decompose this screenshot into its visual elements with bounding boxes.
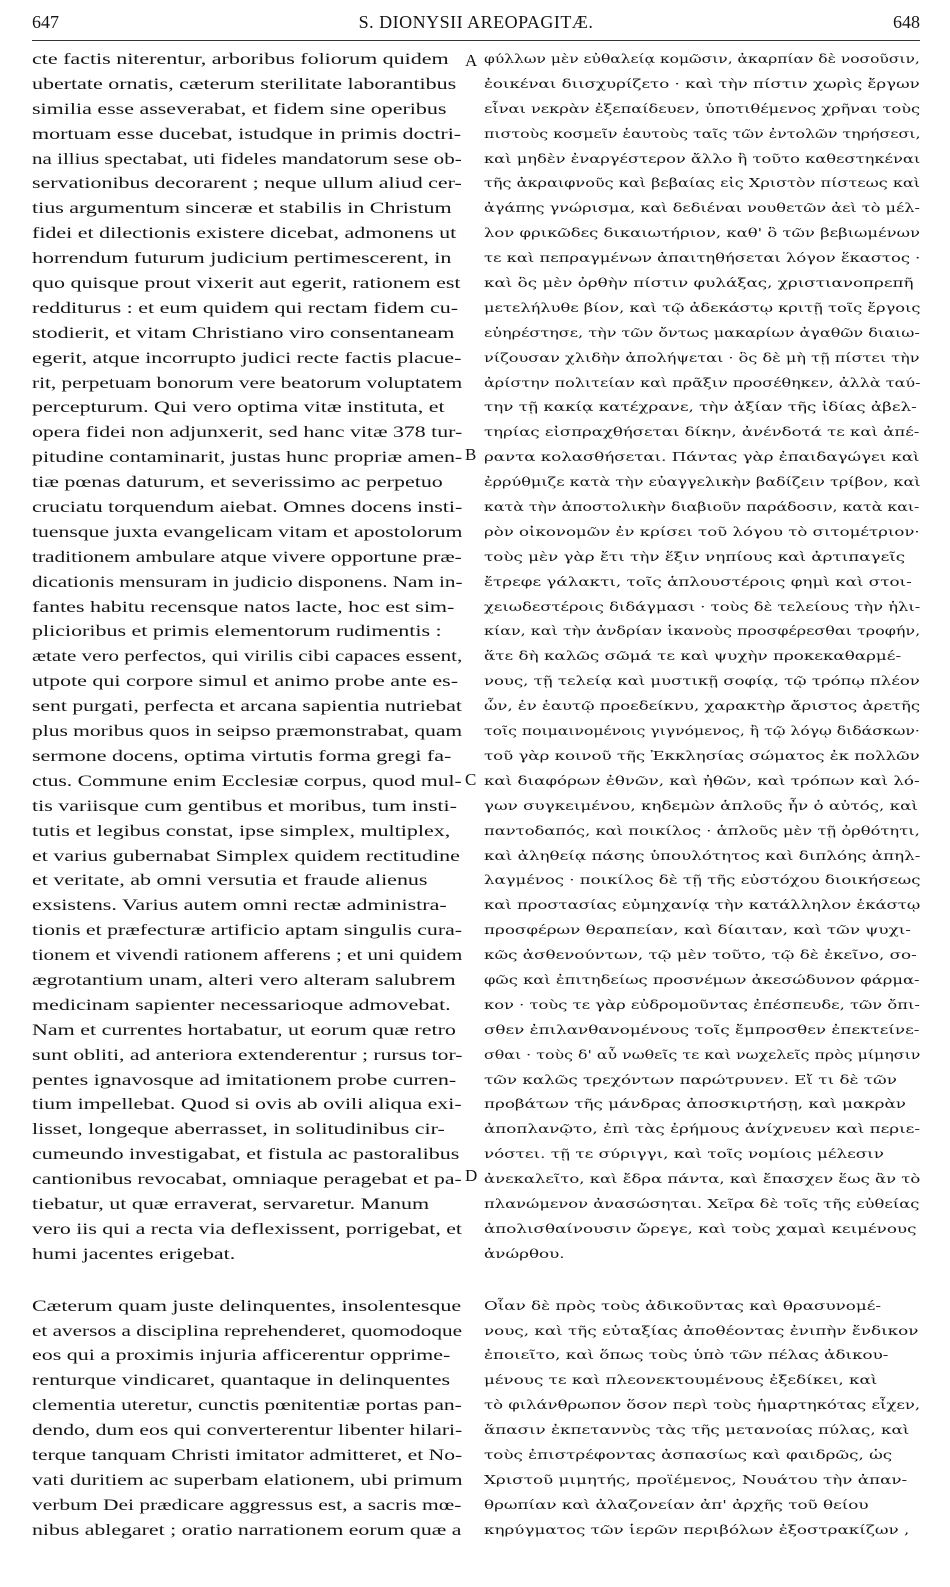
margin-letter-d: D bbox=[465, 1166, 478, 1185]
greek-column bbox=[484, 47, 920, 1543]
latin-text-line: ubertate ornatis, cæterum sterilitate laborantibus bbox=[32, 73, 457, 93]
latin-text-line: humi jacentes erigebat. bbox=[32, 1243, 236, 1263]
latin-text-line: stodierit, et vitam Christiano viro consentaneam bbox=[32, 322, 455, 342]
greek-text-line: μετελήλυθε βίον, καὶ τῷ ἀδεκάστῳ κριτῇ τοῖς ἔργοις bbox=[484, 299, 921, 315]
greek-text-line: ἅπασιν ἐκπεταννὺς τὰς τῆς μετανοίας πύλας, καὶ bbox=[484, 1422, 910, 1438]
greek-text-line: νους, καὶ τῆς εὐταξίας ἀποθέοντας ἐνιπὴν ἔνδικον bbox=[484, 1322, 919, 1338]
latin-text-line: eos qui a proximis injuria afficerentur opprime- bbox=[32, 1345, 451, 1365]
running-title: S. DIONYSII AREOPAGITÆ. bbox=[358, 12, 594, 32]
header-rule bbox=[32, 40, 920, 41]
greek-text-line: κῶς ἀσθενούντων, τῷ μὲν τοῦτο, τῷ δὲ ἐκεῖνο, σο- bbox=[484, 947, 917, 963]
latin-text-line: Cæterum quam juste delinquentes, insolentesque bbox=[32, 1295, 462, 1315]
greek-text-line: τοὺς ἐπιστρέφοντας ἀσπασίως καὶ φαιδρῶς, ὡς bbox=[484, 1446, 893, 1462]
latin-text-line: rit, perpetuam bonorum vere beatorum voluptatem bbox=[32, 372, 463, 392]
latin-text-line: fantes habitu recensque natos lacte, hoc est sim- bbox=[32, 596, 455, 616]
latin-text-line: similia esse asseverabat, et fidem sine operibus bbox=[32, 98, 447, 118]
latin-text-line: terque tanquam Christi imitator admitteret, et No- bbox=[32, 1444, 463, 1464]
running-header bbox=[32, 12, 920, 42]
greek-text-line: καὶ προστασίας εὐμηχανίᾳ τὴν κατάλληλον ἑκάστῳ bbox=[484, 897, 921, 913]
latin-text-line: Nam et currentes hortabatur, ut eorum quæ retro bbox=[32, 1019, 456, 1039]
greek-text-line: Χριστοῦ μιμητής, προϊέμενος, Νουάτου τὴν ἀπαν- bbox=[484, 1471, 908, 1487]
latin-text-line: opera fidei non adjunxerit, sed hanc vitæ 378 tur- bbox=[32, 422, 463, 442]
latin-text-line: et aversos a disciplina reprehenderet, quomodoque bbox=[32, 1320, 463, 1340]
greek-text-line: ἀγάπης γνώρισμα, καὶ δεδιέναι νουθετῶν ἀεὶ τὸ μέλ- bbox=[484, 200, 920, 216]
margin-letter-a: A bbox=[465, 51, 478, 70]
latin-text-line: vati duritiem ac superbam elationem, ubi primum bbox=[32, 1469, 463, 1489]
greek-text-line: ὧν, ἐν ἑαυτῷ προεδείκνυ, χαρακτὴρ ἄριστος ἀρετῆς bbox=[484, 698, 921, 714]
greek-text-line: σθεν ἐπιλανθανομένους τοῖς ἔμπροσθεν ἐπεκτείνε- bbox=[484, 1021, 920, 1037]
greek-text-line: εὐηρέστησε, τὴν τῶν ὄντως μακαρίων ἀγαθῶν διαιω- bbox=[484, 324, 920, 340]
latin-text-line: traditionem ambulare atque vivere opportune præ- bbox=[32, 546, 462, 566]
latin-text-line: et varius gubernabat Simplex quidem rectitudine bbox=[32, 845, 460, 865]
greek-text-line: ἀνώρθου. bbox=[484, 1245, 565, 1261]
latin-text-line: quo quisque prout vixerit aut egerit, rationem est bbox=[32, 273, 461, 293]
paragraph-gap bbox=[32, 1267, 462, 1294]
latin-text-line: tis variisque cum gentibus et moribus, tum insti- bbox=[32, 795, 457, 815]
greek-text-line: πλανώμενον ἀνασώσηται. Χεῖρα δὲ τοῖς τῆς εὐθείας bbox=[484, 1195, 920, 1211]
greek-text-line: Οἷαν δὲ πρὸς τοὺς ἀδικοῦντας καὶ θρασυνομέ- bbox=[484, 1297, 882, 1313]
latin-text-line: servationibus decorarent ; neque ullum aliud cer- bbox=[32, 173, 462, 193]
latin-text-line: cumeundo investigabat, et fistula ac pastoralibus bbox=[32, 1144, 460, 1164]
margin-letter-c: C bbox=[465, 770, 477, 789]
greek-text-line: παντοδαπός, καὶ ποικίλος · ἁπλοῦς μὲν τῇ ὀρθότητι, bbox=[484, 822, 920, 838]
greek-text-line: ἀποπλανῷτο, ἐπὶ τὰς ἐρήμους ἀνίχνευεν καὶ περιε- bbox=[484, 1121, 920, 1137]
greek-text-line: τοῦ γὰρ κοινοῦ τῆς Ἐκκλησίας σώματος ἐκ πολλῶν bbox=[484, 747, 920, 763]
latin-text-line: medicinam sapienter necessarioque admovebat. bbox=[32, 994, 451, 1014]
greek-text-line: ἀρίστην πολιτείαν καὶ πρᾶξιν προσέθηκεν, ἀλλὰ ταύ- bbox=[484, 374, 921, 390]
greek-text-line: προβάτων τῆς μάνδρας ἀποσκιρτήσῃ, καὶ μακρὰν bbox=[484, 1096, 906, 1112]
greek-text-line: τηρίας εἰσπραχθήσεται δίκην, ἀνένδοτά τε καὶ ἀπέ- bbox=[484, 424, 920, 440]
greek-text-line: σθαι · τοὺς δ' αὖ νωθεῖς τε καὶ νωχελεῖς πρὸς μίμησιν bbox=[484, 1046, 921, 1062]
latin-text-line: exsistens. Varius autem omni rectæ administra- bbox=[32, 895, 447, 915]
latin-text-line: plus moribus quos in seipso præmonstrabat, quam bbox=[32, 721, 463, 741]
greek-text-line: χειωδεστέροις διδάγμασι · τοὺς δὲ τελείους τὴν ἡλι- bbox=[484, 598, 921, 614]
greek-text-line: προσφέρων θεραπείαν, καὶ δίαιταν, καὶ τῶν ψυχι- bbox=[484, 922, 911, 938]
latin-column bbox=[32, 47, 462, 1543]
latin-text-line: percepturum. Qui vero optima vitæ instituta, et bbox=[32, 397, 445, 417]
greek-text-line: μένους τε καὶ πλεονεκτουμένους ἐξεδίκει, καὶ bbox=[484, 1372, 878, 1388]
latin-text-line: et veritate, ab omni versutia et fraude alienus bbox=[32, 870, 428, 890]
latin-text-line: tionem et vivendi rationem afferens ; et uni quidem bbox=[32, 945, 463, 965]
greek-text-line: εἶναι νεκρὰν ἐξεπαίδευεν, ὑποτιθέμενος χρῆναι τοὺς bbox=[484, 100, 921, 116]
margin-letter-b: B bbox=[465, 445, 477, 464]
latin-text-line: cte factis niterentur, arboribus foliorum quidem bbox=[32, 49, 449, 68]
latin-text-line: ctus. Commune enim Ecclesiæ corpus, quod mul- bbox=[32, 770, 462, 790]
greek-text-line: ἀπολισθαίνουσιν ὤρεγε, καὶ τοὺς χαμαὶ κειμένους bbox=[484, 1220, 917, 1236]
greek-text-line: τοὺς μὲν γὰρ ἔτι τὴν ἕξιν νηπίους καὶ ἀρτιπαγεῖς bbox=[484, 548, 906, 564]
latin-text-line: fidei et dilectionis existere dicebat, admonens ut bbox=[32, 223, 457, 243]
latin-text-line: tuensque juxta evangelicam vitam et apostolorum bbox=[32, 521, 463, 541]
greek-text-line: τῆς ἀκραιφνοῦς καὶ βεβαίας εἰς Χριστὸν πίστεως καὶ bbox=[484, 175, 921, 191]
greek-text-line: την τῇ κακίᾳ κατέχρανε, τὴν ἀξίαν τῆς ἰδίας ἀβελ- bbox=[484, 399, 917, 415]
latin-text-line: clementia uteretur, cunctis pœnitentiæ portas pan- bbox=[32, 1395, 462, 1415]
greek-text-line: νόστει. τῇ τε σύριγγι, καὶ τοῖς νομίοις μέλεσιν bbox=[484, 1146, 884, 1162]
greek-text-line: ἐποιεῖτο, καὶ ὅπως τοὺς ὑπὸ τῶν πέλας ἀδικου- bbox=[484, 1347, 889, 1363]
latin-text-line: dicationis mensuram in judicio disponens. Nam in- bbox=[32, 571, 463, 591]
latin-text-line: vero iis qui a recta via deflexissent, porrigebat, et bbox=[32, 1218, 462, 1238]
left-page-number: 647 bbox=[32, 12, 59, 32]
latin-paragraph-2 bbox=[32, 1294, 462, 1543]
latin-text-line: redditurus : et eum quidem qui rectam fidem cu- bbox=[32, 297, 459, 317]
greek-text-line: τὸ φιλάνθρωπον ὅσον περὶ τοὺς ἡμαρτηκότας εἶχεν, bbox=[484, 1397, 921, 1413]
latin-text-line: ægrotantium unam, alteri vero alteram salubrem bbox=[32, 969, 456, 989]
greek-text-line: κον · τοὺς τε γὰρ εὐδρομοῦντας ἐπέσπευδε, τῶν ὄπι- bbox=[484, 996, 920, 1012]
greek-text-line: λαγμένος · ποικίλος δὲ τῇ τῆς εὐστόχου διοικήσεως bbox=[484, 872, 921, 888]
latin-text-line: nibus ablegaret ; oratio narrationem eorum quæ a bbox=[32, 1519, 462, 1539]
greek-text-line: ἐοικέναι διισχυρίζετο · καὶ τὴν πίστιν χωρὶς ἔργων bbox=[484, 75, 920, 91]
latin-text-line: tutis et legibus constat, ipse simplex, multiplex, bbox=[32, 820, 451, 840]
latin-text-line: cantionibus revocabat, omniaque peragebat et pa- bbox=[32, 1169, 462, 1189]
greek-text-line: τοῖς ποιμαινομένοις γιγνόμενος, ἢ τῷ λόγῳ διδάσκων· bbox=[484, 723, 920, 739]
greek-text-line: τῶν καλῶς τρεχόντων παρώτρυνεν. Εἴ τι δὲ τῶν bbox=[484, 1071, 897, 1087]
latin-text-line: horrendum futurum judicium pertimescerent, in bbox=[32, 248, 452, 268]
greek-text-line: πιστοὺς κοσμεῖν ἑαυτοὺς ταῖς τῶν ἐντολῶν τηρήσεσι, bbox=[484, 125, 921, 141]
latin-text-line: na illius spectabat, uti fideles mandatorum sese ob- bbox=[32, 148, 462, 168]
greek-text-line: καὶ ἀληθείᾳ πάσης ὑπουλότητος καὶ διπλόης ἀπηλ- bbox=[484, 847, 921, 863]
greek-text-line: γων συγκειμένου, κηδεμὼν ἁπλοῦς ἦν ὁ αὐτός, καὶ bbox=[484, 797, 919, 813]
latin-text-line: sermone docens, optima virtutis forma gregi fa- bbox=[32, 745, 452, 765]
latin-text-line: utpote qui corpore simul et animo probe ante es- bbox=[32, 671, 459, 691]
greek-text-line: φύλλων μὲν εὐθαλείᾳ κομῶσιν, ἀκαρπίαν δὲ νοσοῦσιν, bbox=[484, 51, 920, 66]
paragraph-gap bbox=[484, 1267, 920, 1294]
latin-text-line: egerit, atque incorrupto judici recte factis placue- bbox=[32, 347, 462, 367]
greek-text-line: καὶ μηδὲν ἐναργέστερον ἄλλο ἢ τοῦτο καθεστηκέναι bbox=[484, 150, 921, 166]
latin-text-line: tiebatur, ut quæ erraverat, servaretur. Manum bbox=[32, 1193, 430, 1213]
latin-text-line: tiæ pœnas daturum, et severissimo ac perpetuo bbox=[32, 472, 443, 492]
latin-text-line: pentes ignavosque ad imitationem probe curren- bbox=[32, 1069, 457, 1089]
latin-text-line: verbum Dei prædicare aggressus est, a sacris mœ- bbox=[32, 1494, 462, 1514]
greek-text-line: νίζουσαν χλιδὴν ἀπολήψεται · ὃς δὲ μὴ τῇ πίστει τὴν bbox=[484, 349, 920, 365]
latin-paragraph-1 bbox=[32, 47, 462, 1267]
greek-text-line: καὶ διαφόρων ἐθνῶν, καὶ ἠθῶν, καὶ τρόπων καὶ λό- bbox=[484, 772, 920, 788]
right-page-number: 648 bbox=[893, 12, 920, 32]
greek-text-line: ρὸν οἰκονομῶν ἐν κρίσει τοῦ λόγου τὸ σιτομέτριον· bbox=[484, 523, 920, 539]
greek-text-line: κατὰ τὴν ἀποστολικὴν διαβιοῦν παράδοσιν, κατὰ και- bbox=[484, 499, 920, 515]
latin-text-line: sent purgati, perfecta et arcana sapientia nutriebat bbox=[32, 696, 462, 716]
greek-text-line: θρωπίαν καὶ ἀλαζονείαν ἀπ' ἀρχῆς τοῦ θείου bbox=[484, 1496, 869, 1512]
greek-text-line: λον φρικῶδες δικαιωτήριον, καθ' ὃ τῶν βεβιωμένων bbox=[484, 225, 920, 241]
greek-text-line: ραντα κολασθήσεται. Πάντας γὰρ ἐπαιδαγώγει καὶ bbox=[484, 449, 920, 465]
greek-text-line: τε καὶ πεπραγμένων ἀπαιτηθήσεται λόγον ἕκαστος · bbox=[484, 250, 921, 266]
latin-text-line: sunt obliti, ad anteriora extenderentur ; rursus tor- bbox=[32, 1044, 463, 1064]
latin-text-line: mortuam esse ducebat, istudque in primis doctri- bbox=[32, 123, 462, 143]
greek-text-line: ἀνεκαλεῖτο, καὶ ἔδρα πάντα, καὶ ἔπασχεν ἕως ἂν τὸ bbox=[484, 1171, 921, 1187]
greek-paragraph-2 bbox=[484, 1294, 920, 1543]
latin-text-line: lisset, longeque aberrasset, in solitudinibus cir- bbox=[32, 1119, 445, 1139]
latin-text-line: cruciatu torquendum aiebat. Omnes docens insti- bbox=[32, 497, 463, 517]
latin-text-line: pitudine contaminarit, justas hunc propriæ amen- bbox=[32, 447, 463, 467]
latin-text-line: tius argumentum sinceræ et stabilis in Christum bbox=[32, 198, 452, 218]
greek-text-line: κηρύγματος τῶν ἱερῶν περιβόλων ἐξοστρακίζων , bbox=[484, 1521, 910, 1537]
greek-text-line: ἔτρεφε γάλακτι, τοῖς ἁπλουστέροις φημὶ καὶ στοι- bbox=[484, 573, 912, 589]
greek-paragraph-1 bbox=[484, 47, 920, 1267]
latin-text-line: tionis et præfecturæ artificio aptam singulis cura- bbox=[32, 920, 463, 940]
greek-text-line: νους, τῇ τελείᾳ καὶ μυστικῇ σοφίᾳ, τῷ τρόπῳ πλέον bbox=[484, 673, 920, 689]
latin-text-line: ætate vero perfectos, qui virilis cibi capaces essent, bbox=[32, 646, 463, 666]
greek-text-line: ἐρρύθμιζε κατὰ τὴν εὐαγγελικὴν βαδίζειν τρίβον, καὶ bbox=[484, 474, 921, 490]
latin-text-line: plicioribus et primis elementorum rudimentis : bbox=[32, 621, 442, 641]
greek-text-line: ἅτε δὴ καλῶς σῶμά τε καὶ ψυχὴν προκεκαθαρμέ- bbox=[484, 648, 902, 664]
greek-text-line: καὶ ὃς μὲν ὀρθὴν πίστιν φυλάξας, χριστιανοπρεπῆ bbox=[484, 275, 914, 291]
latin-text-line: renturque vindicaret, quantaque in delinquentes bbox=[32, 1370, 451, 1390]
latin-text-line: tium impellebat. Quod si ovis ab ovili aliqua exi- bbox=[32, 1094, 462, 1114]
greek-text-line: κίαν, καὶ τὴν ἀνδρίαν ἱκανοὺς προσφέρεσθαι τροφήν, bbox=[484, 623, 921, 639]
latin-text-line: dendo, dum eos qui converterentur libenter hilari- bbox=[32, 1420, 463, 1440]
greek-text-line: φῶς καὶ ἐπιτηδείως προσνέμων ἀκεσώδυνον φάρμα- bbox=[484, 971, 920, 987]
